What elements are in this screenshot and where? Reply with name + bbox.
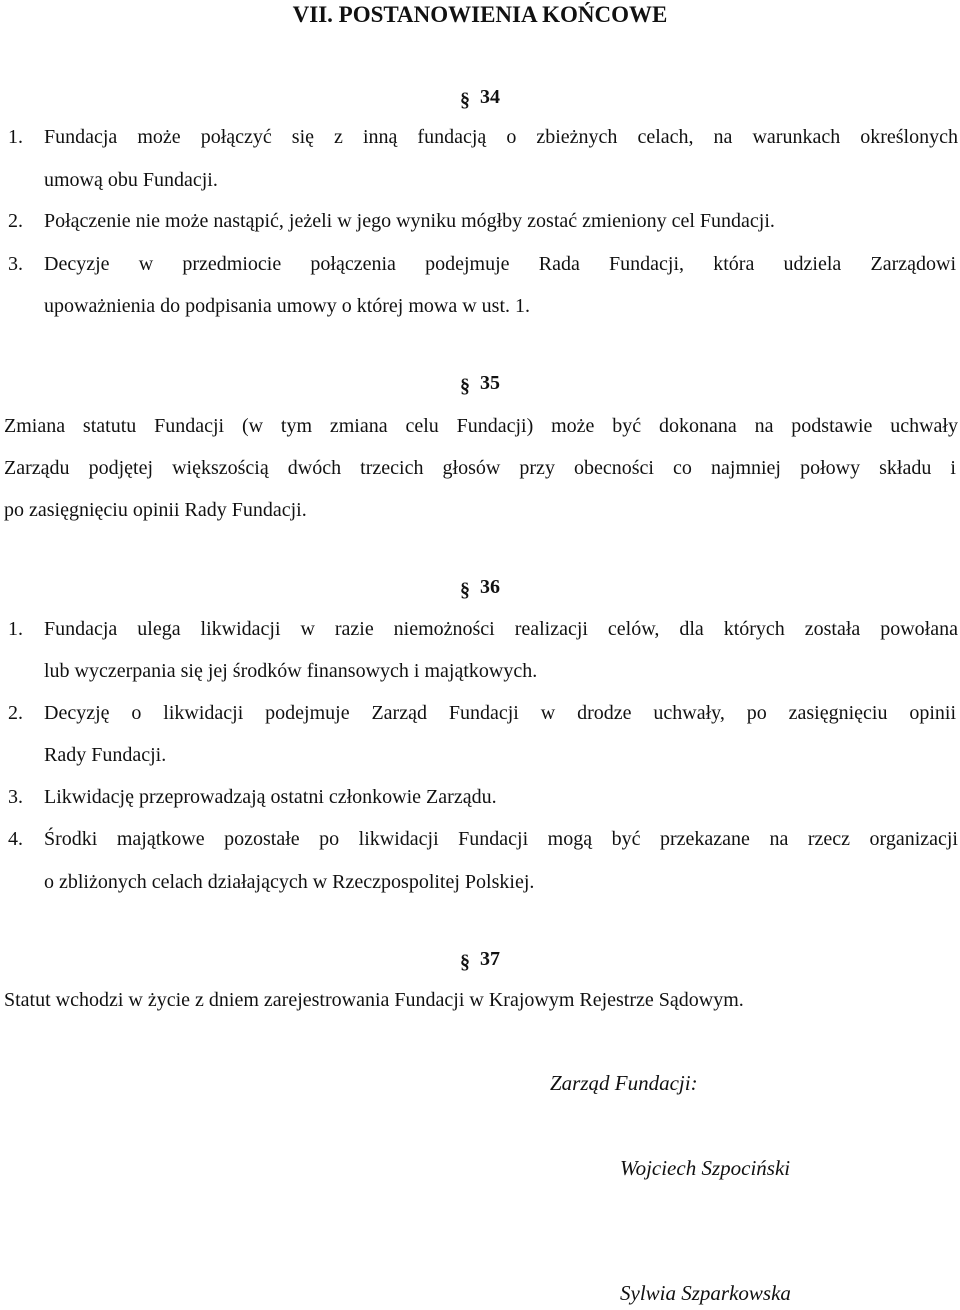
section-37-heading [460, 946, 500, 972]
item-number: 2. [8, 210, 23, 232]
s36-item4-line2: o zbliżonych celach działających w Rzeczpospolitej Polskiej. [44, 871, 535, 893]
signature-name-1: Wojciech Szpociński [620, 1156, 791, 1180]
section-symbol: § [460, 89, 470, 111]
s36-item2-line1: Decyzję o likwidacji podejmuje Zarząd Fundacji w drodze uchwały, po zasięgnięciu opinii [44, 702, 956, 724]
s34-item3-line2: upoważnienia do podpisania umowy o której mowa w ust. 1. [44, 295, 531, 317]
s36-item1-line1: Fundacja ulega likwidacji w razie niemożności realizacji celów, dla których została powołana [44, 618, 958, 640]
s36-item1-line2: lub wyczerpania się jej środków finansowych i majątkowych. [44, 660, 538, 682]
s35-line1: Zmiana statutu Fundacji (w tym zmiana celu Fundacji) może być dokonana na podstawie uchwały [4, 415, 958, 437]
s34-item1-line2: umową obu Fundacji. [44, 169, 218, 191]
s34-item3-line1: Decyzje w przedmiocie połączenia podejmuje Rada Fundacji, która udziela Zarządowi [44, 253, 956, 275]
s35-line2: Zarządu podjętej większością dwóch trzecich głosów przy obecności co najmniej połowy składu i [4, 457, 956, 479]
section-35-heading [460, 370, 500, 396]
section-number: 36 [480, 576, 500, 598]
section-symbol: § [460, 951, 470, 973]
s37-line1: Statut wchodzi w życie z dniem zarejestrowania Fundacji w Krajowym Rejestrze Sądowym. [4, 989, 744, 1011]
s34-item1-line1: Fundacja może połączyć się z inną fundacją o zbieżnych celach, na warunkach określonych [44, 126, 958, 148]
document-title: VII. POSTANOWIENIA KOŃCOWE [292, 2, 668, 27]
s35-line3: po zasięgnięciu opinii Rady Fundacji. [4, 499, 307, 521]
item-number: 1. [8, 126, 23, 148]
section-36-heading [460, 574, 500, 600]
item-number: 3. [8, 786, 23, 808]
s36-item4-line1: Środki majątkowe pozostałe po likwidacji Fundacji mogą być przekazane na rzecz organizacji [44, 828, 958, 850]
item-number: 3. [8, 253, 23, 275]
s36-item3-line1: Likwidację przeprowadzają ostatni członkowie Zarządu. [44, 786, 497, 808]
section-number: 34 [480, 86, 500, 108]
section-34-heading [460, 84, 500, 110]
signature-name-2: Sylwia Szparkowska [620, 1281, 791, 1305]
item-number: 1. [8, 618, 23, 640]
signatures-heading: Zarząd Fundacji: [550, 1071, 698, 1095]
s34-item2-line1: Połączenie nie może nastąpić, jeżeli w jego wyniku mógłby zostać zmieniony cel Fundacji. [44, 210, 775, 232]
section-symbol: § [460, 579, 470, 601]
s36-item2-line2: Rady Fundacji. [44, 744, 167, 766]
section-number: 37 [480, 948, 500, 970]
section-number: 35 [480, 372, 500, 394]
item-number: 2. [8, 702, 23, 724]
section-symbol: § [460, 375, 470, 397]
item-number: 4. [8, 828, 23, 850]
